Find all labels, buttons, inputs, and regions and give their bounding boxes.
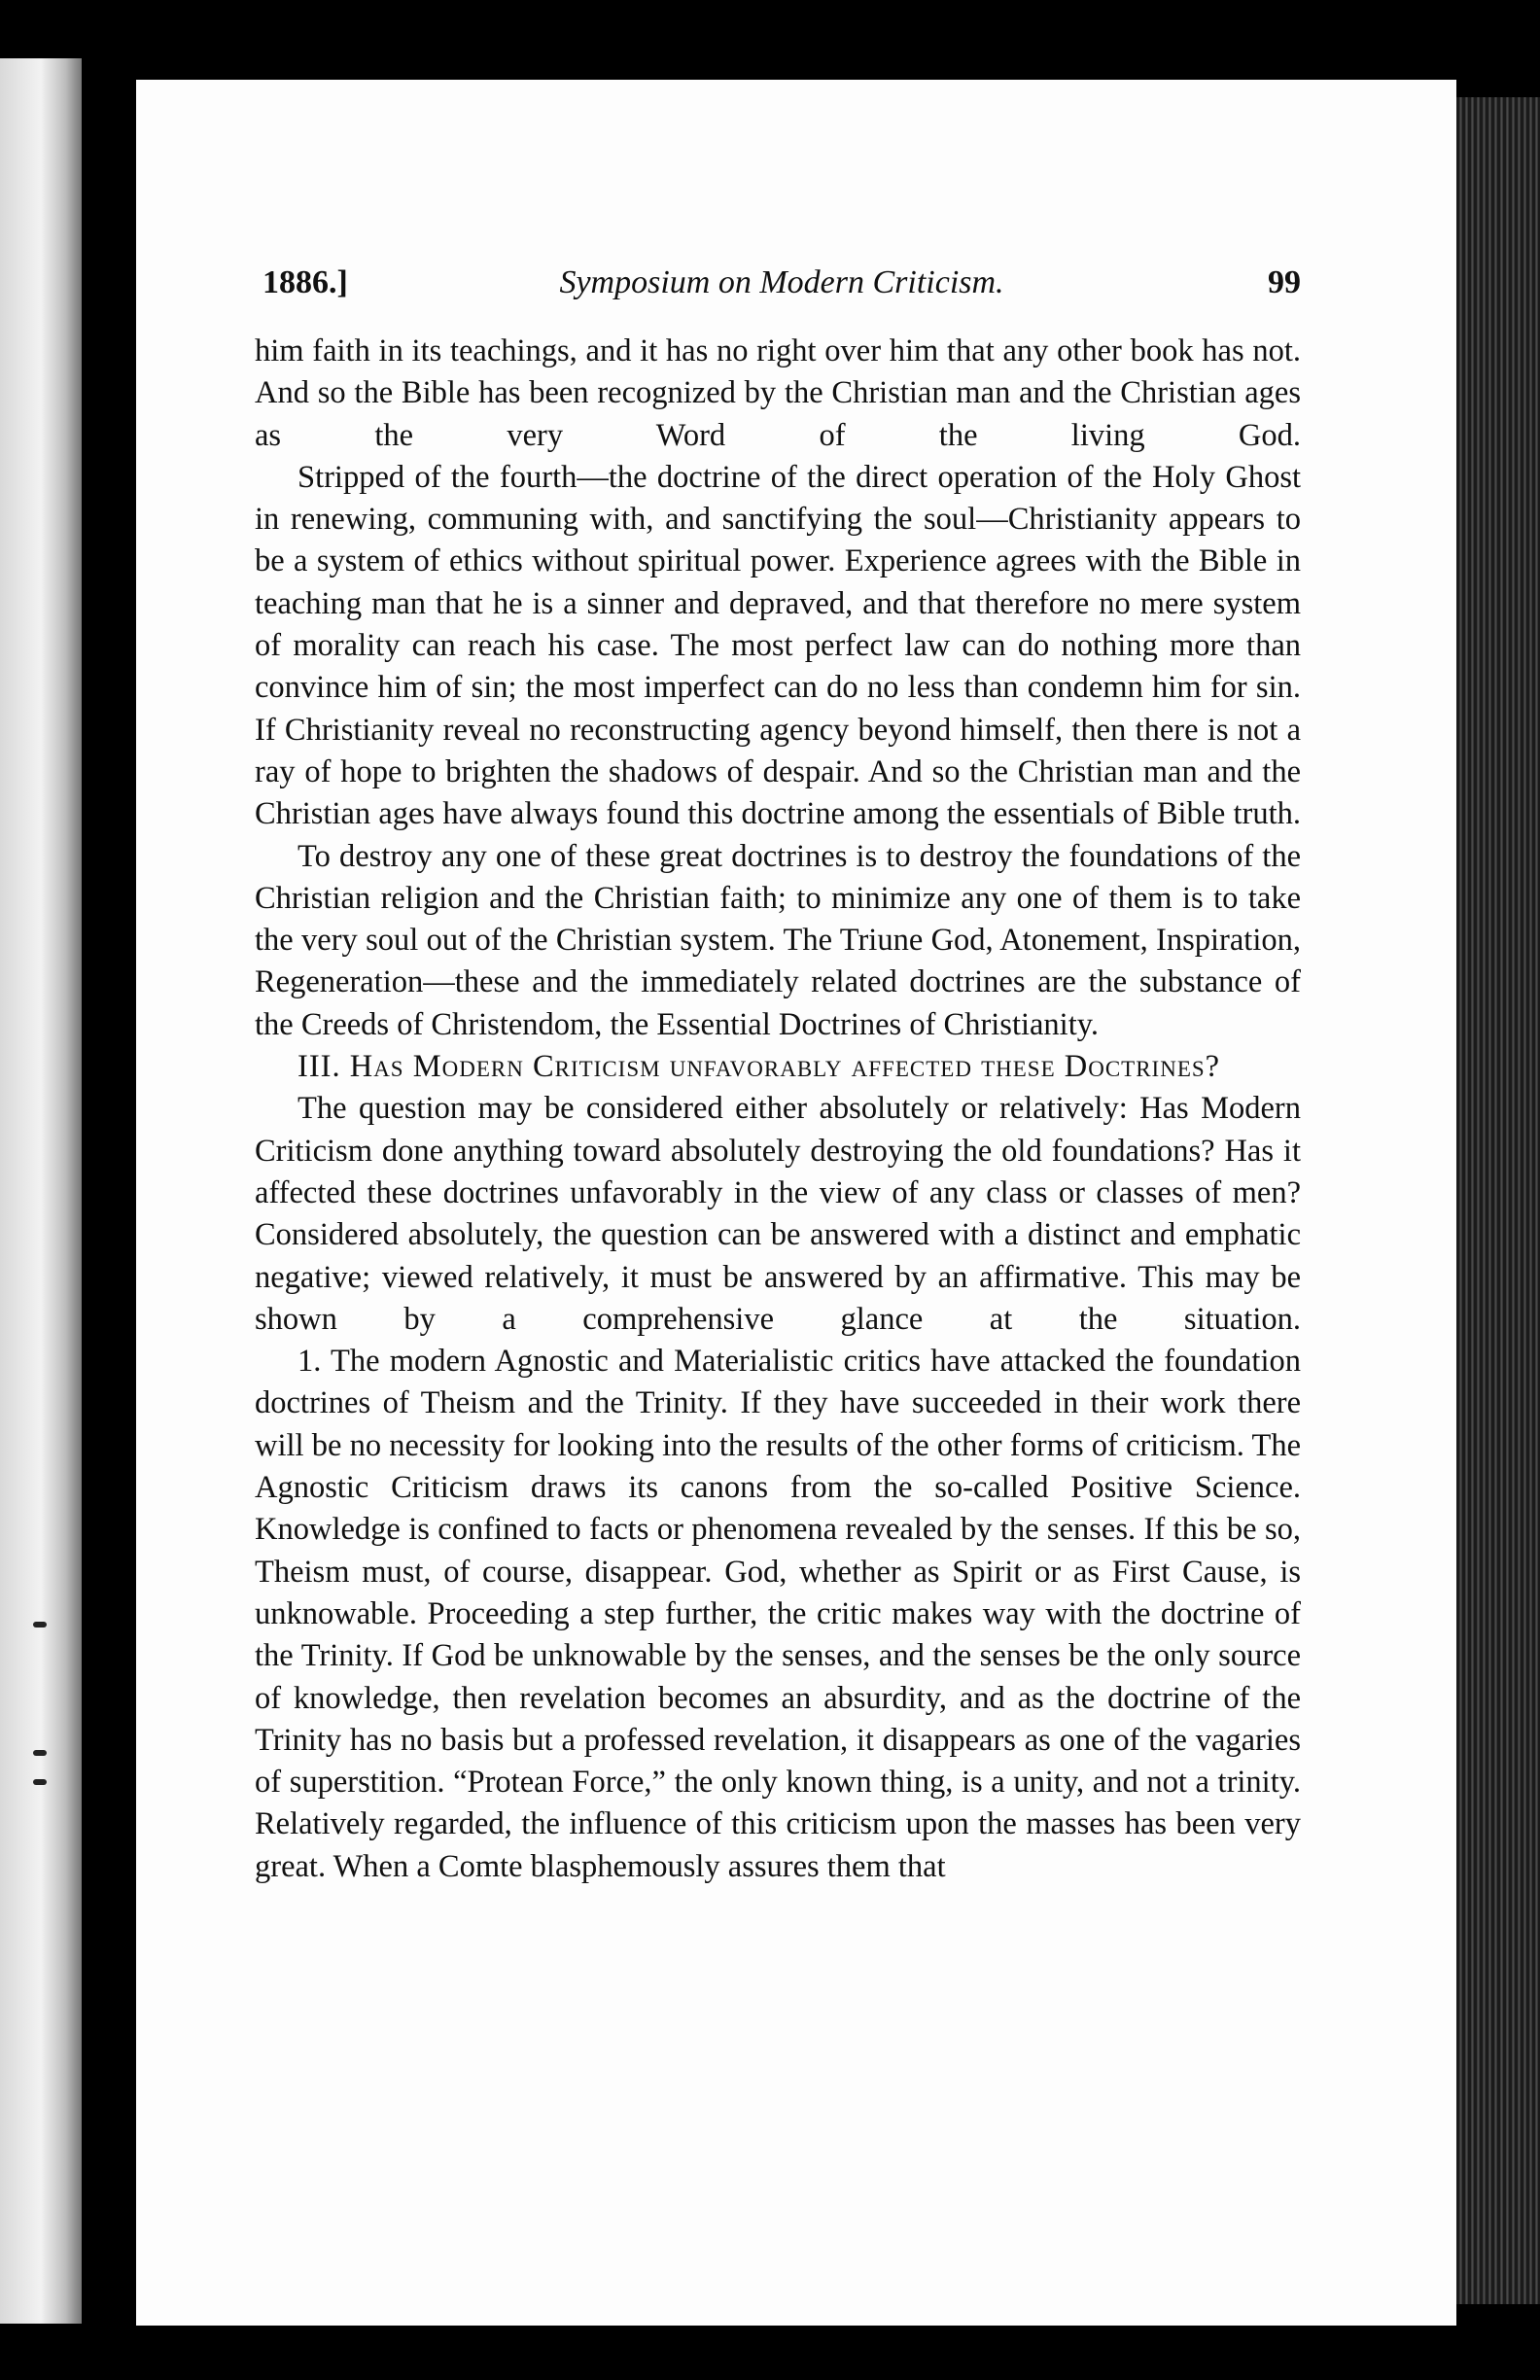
header-title: Symposium on Modern Criticism. bbox=[559, 264, 1004, 300]
margin-mark bbox=[33, 1622, 47, 1628]
page-body bbox=[255, 331, 1301, 1888]
margin-mark bbox=[33, 1779, 47, 1785]
paragraph: To destroy any one of these great doctrines is to destroy the foundations of the Christian religion and the Christian faith; to minimize any one of them is to take the very soul out of the Christian system. The Triune God, Atonement, Inspiration, Regeneration—these and the immediately related doctrines are the substance of the Creeds of Christendom, the Essential Doctrines of Christianity. bbox=[255, 838, 1301, 1042]
paragraph: Relatively regarded, the influence of this criticism upon the masses has been very great. When a Comte blasphemously assures them that bbox=[255, 1806, 1301, 1884]
header-year: 1886.] bbox=[262, 264, 348, 300]
book-page-edges bbox=[1456, 97, 1540, 2304]
page-number: 99 bbox=[1268, 264, 1301, 300]
facing-page-edge bbox=[0, 58, 82, 2324]
paragraph: Stripped of the fourth—the doctrine of the direct operation of the Holy Ghost in renewing, communing with, and sanctifying the soul—Christianity appears to be a system of ethics without spiritual power. Experience agrees with the Bible in teaching man that he is a sinner and depraved, and that therefore no mere system of morality can reach his case. The most perfect law can do nothing more than convince him of sin; the most imperfect can do no less than condemn him for sin. If Christianity reveal no reconstructing agency beyond himself, then there is not a ray of hope to brighten the shadows of despair. And so the Christian man and the Christian ages have always found this doctrine among the essentials of Bible truth. bbox=[255, 459, 1301, 832]
paragraph: him faith in its teachings, and it has no right over him that any other book has not. And so the Bible has been recognized by the Christian man and the Christian ages as the very Word of the living God. bbox=[255, 333, 1301, 453]
paragraph: 1. The modern Agnostic and Materialistic critics have attacked the foundation doctrines of Theism and the Trinity. If they have succeeded in their work there will be no necessity for looking into the results of the other forms of criticism. The Agnostic Criticism draws its canons from the so-called Positive Science. Knowledge is confined to facts or phenomena revealed by the senses. If this be so, Theism must, of course, disappear. God, whether as Spirit or as First Cause, is unknowable. Proceeding a step further, the critic makes way with the doctrine of the Trinity. If God be unknowable by the senses, and the senses be the only source of knowledge, then revelation becomes an absurdity, and as the doctrine of the Trinity has no basis but a professed revelation, it disappears as one of the vagaries of superstition. “Protean Force,” the only known thing, is a unity, and not a trinity. bbox=[255, 1344, 1301, 1801]
running-header bbox=[262, 264, 1301, 313]
margin-mark bbox=[33, 1750, 47, 1756]
paragraph: The question may be considered either absolutely or relatively: Has Modern Criticism done anything toward absolutely destroying the old foundations? Has it affected these doctrines unfavorably in the view of any class or classes of men? Considered absolutely, the question can be answered with a distinct and emphatic negative; viewed relatively, it must be answered by an affirmative. This may be shown by a comprehensive glance at the situation. bbox=[255, 1091, 1301, 1337]
section-heading: III. Has Modern Criticism unfavorably affected these Doctrines? bbox=[298, 1049, 1221, 1085]
